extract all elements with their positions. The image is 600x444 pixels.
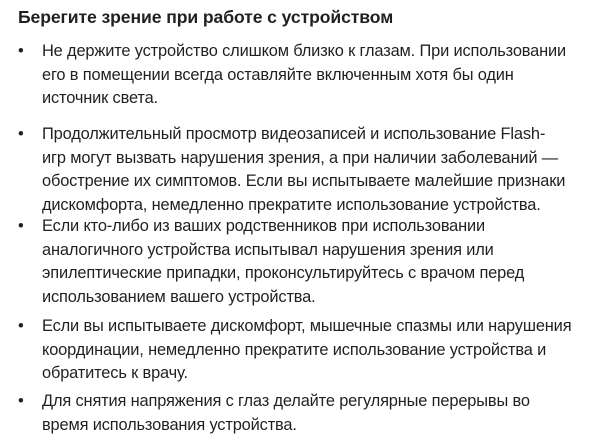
list-item <box>18 215 592 309</box>
item-text-line: Если вы испытываете дискомфорт, мышечные спазмы или нарушения <box>42 317 572 335</box>
bullet-icon: • <box>18 392 24 410</box>
item-text-line: Для снятия напряжения с глаз делайте регулярные перерывы во <box>42 392 530 410</box>
item-text-line: аналогичного устройства испытывал нарушения зрения или <box>42 240 494 259</box>
item-text-line: Если кто-либо из ваших родственников при использовании <box>42 217 486 235</box>
item-text-line: Продолжительный просмотр видеозаписей и использование Flash- <box>42 125 546 143</box>
list-item <box>18 390 592 437</box>
section-heading: Берегите зрение при работе с устройством <box>18 7 394 27</box>
item-text-line: его в помещении всегда оставляйте включенным хотя бы один <box>42 65 514 84</box>
item-text-line: эпилептические припадки, проконсультируйтесь с врачом перед <box>42 264 525 282</box>
item-text-line: источник света. <box>42 89 158 107</box>
item-text-line: игр могут вызвать нарушения зрения, а при наличии заболеваний — <box>42 148 559 167</box>
item-text-line: время использования устройства. <box>42 415 297 434</box>
list-item <box>18 315 592 386</box>
bullet-icon: • <box>18 217 24 235</box>
bullet-icon: • <box>18 42 24 60</box>
item-text-line: обострение их симптомов. Если вы испытываете малейшие признаки <box>42 172 566 190</box>
bullet-icon: • <box>18 125 24 143</box>
bullet-icon: • <box>18 317 24 335</box>
item-text-line: Не держите устройство слишком близко к глазам. При использовании <box>42 42 567 60</box>
list-item <box>18 40 592 111</box>
list-item <box>18 123 592 217</box>
item-text-line: использованием вашего устройства. <box>42 287 316 306</box>
item-text-line: координации, немедленно прекратите использование устройства и <box>42 340 547 359</box>
item-text-line: дискомфорта, немедленно прекратите использование устройства. <box>42 195 541 214</box>
item-text-line: обратитесь к врачу. <box>42 364 188 382</box>
